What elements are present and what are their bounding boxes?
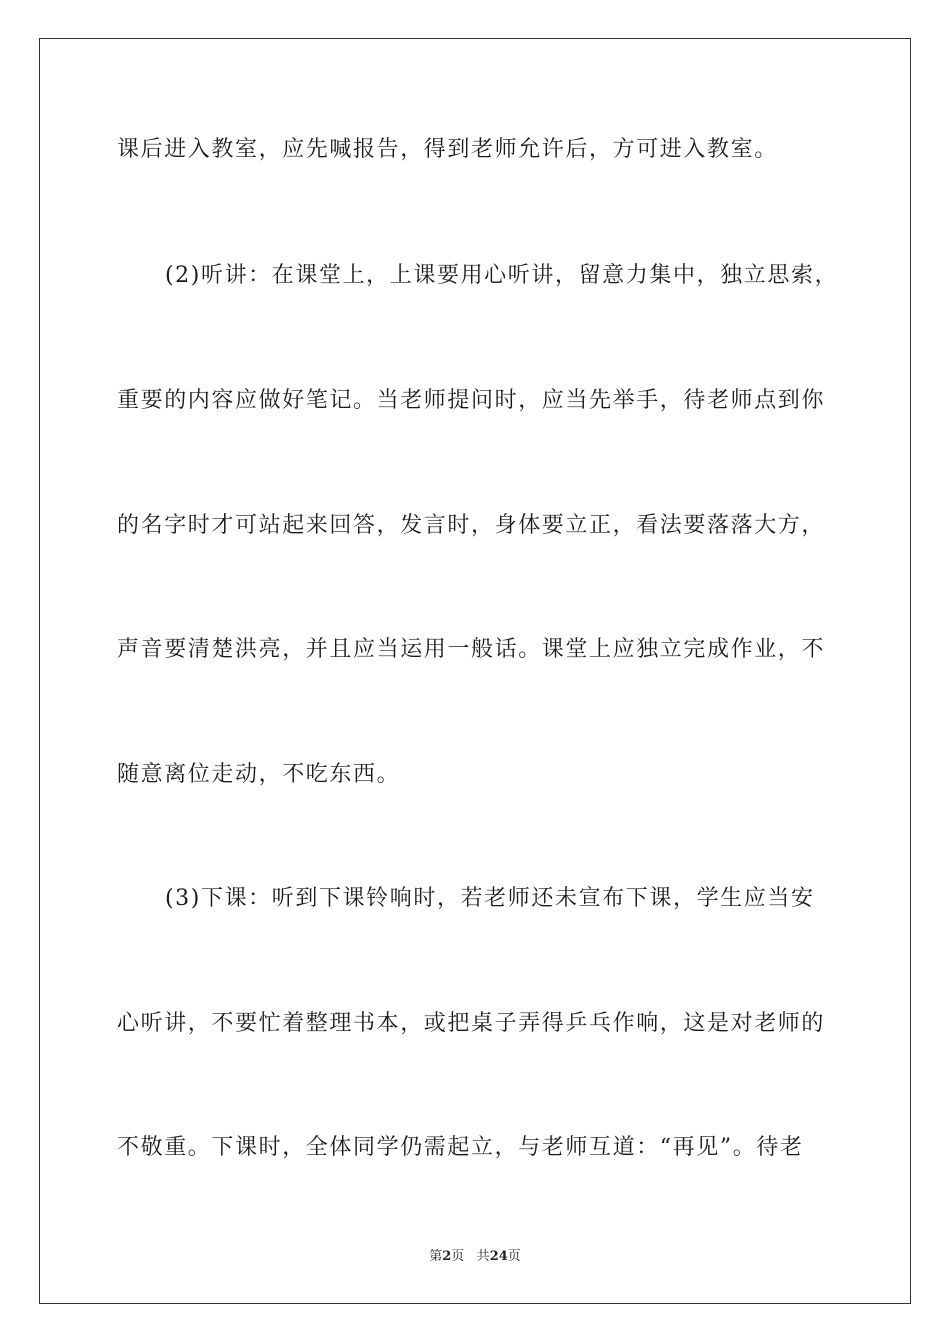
- paragraph-line-1: 课后进入教室，应先喊报告，得到老师允许后，方可进入教室。: [117, 137, 778, 162]
- paragraph-line-9: 不敬重。下课时，全体同学仍需起立，与老师互道：“再见”。待老: [117, 1135, 804, 1160]
- paragraph-line-6: 随意离位走动，不吃东西。: [117, 762, 401, 787]
- footer-page-number: 2: [442, 1249, 452, 1264]
- footer-total-suffix: 页: [507, 1249, 521, 1264]
- footer-page-prefix: 第: [429, 1249, 443, 1264]
- footer-total-prefix: 共: [476, 1249, 490, 1264]
- paragraph-line-8: 心听讲，不要忙着整理书本，或把桌子弄得乒乓作响，这是对老师的: [117, 1011, 826, 1036]
- paragraph-line-7: (3)下课：听到下课铃响时，若老师还未宣布下课，学生应当安: [165, 886, 815, 911]
- footer-total-pages: 24: [489, 1249, 508, 1264]
- paragraph-line-4: 的名字时才可站起来回答，发言时，身体要立正，看法要落落大方，: [117, 513, 826, 538]
- page-border: [39, 38, 911, 1304]
- paragraph-line-2: (2)听讲：在课堂上，上课要用心听讲，留意力集中，独立思索，: [165, 263, 839, 288]
- paragraph-line-5: 声音要清楚洪亮，并且应当运用一般话。课堂上应独立完成作业，不: [117, 637, 826, 662]
- paragraph-line-3: 重要的内容应做好笔记。当老师提问时，应当先举手，待老师点到你: [117, 388, 826, 413]
- footer-page-suffix: 页: [451, 1249, 465, 1264]
- page-footer: [0, 1248, 950, 1266]
